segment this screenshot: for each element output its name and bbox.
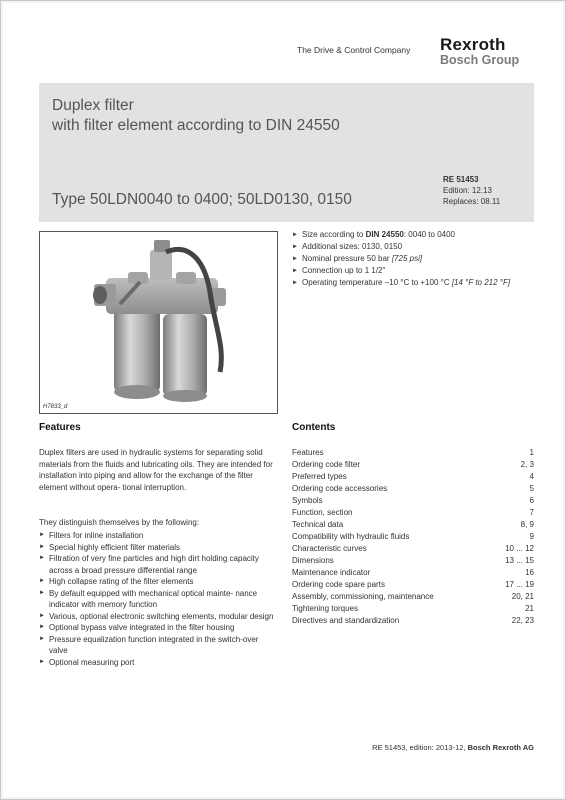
photo-reference-label: H7833_d — [43, 404, 68, 410]
logo-main-text: Rexroth — [440, 35, 506, 54]
toc-entry[interactable]: Directives and standardization 22, 23 — [292, 616, 534, 625]
table-of-contents — [292, 447, 534, 627]
bullet-arrow-icon: ► — [39, 543, 45, 550]
toc-entry[interactable]: Maintenance indicator 16 — [292, 568, 534, 577]
bullet-arrow-icon: ► — [39, 658, 45, 665]
bullet-arrow-icon: ► — [39, 578, 45, 584]
spec-item: ► Connection up to 1 1/2" — [292, 266, 386, 275]
toc-entry[interactable]: Ordering code filter 2, 3 — [292, 460, 534, 469]
toc-entry[interactable]: Features 1 — [292, 448, 534, 457]
footer-reference: RE 51453, edition: 2013-12, — [372, 743, 468, 752]
duplex-filter-illustration — [40, 232, 277, 413]
page-footer — [372, 743, 534, 752]
product-photo — [39, 231, 278, 414]
feature-item: ► Filtration of very fine particles and high dirt holding capacity across a broad pressure differential range — [39, 554, 259, 575]
toc-entry[interactable]: Dimensions 13 ... 15 — [292, 556, 534, 565]
spec-item: ► Operating temperature –10 °C to +100 °C [14 °F to 212 °F] — [292, 278, 511, 287]
bullet-arrow-icon: ► — [39, 532, 45, 538]
bullet-arrow-icon: ► — [292, 280, 298, 286]
feature-item: ► Special highly efficient filter materials — [39, 542, 181, 552]
toc-entry[interactable]: Characteristic curves 10 ... 12 — [292, 544, 534, 553]
toc-entry[interactable]: Technical data 8, 9 — [292, 520, 534, 529]
logo-sub-text: Bosch Group — [440, 53, 520, 67]
contents-heading: Contents — [292, 422, 336, 433]
features-lead: They distinguish themselves by the following: — [39, 518, 200, 527]
toc-entry[interactable]: Tightening torques 21 — [292, 604, 534, 613]
bullet-arrow-icon: ► — [39, 589, 45, 596]
bullet-arrow-icon: ► — [292, 244, 298, 250]
feature-item: ► Optional bypass valve integrated in the filter housing — [39, 623, 235, 632]
spec-item: ► Additional sizes: 0130, 0150 — [292, 242, 403, 251]
bullet-arrow-icon: ► — [39, 612, 45, 619]
feature-item: ► Filters for inline installation — [39, 531, 144, 540]
doc-number: RE 51453 — [443, 175, 479, 184]
document-info — [443, 174, 500, 207]
spec-list — [292, 229, 510, 289]
doc-replaces: Replaces: 08.11 — [443, 197, 501, 206]
toc-entry[interactable]: Function, section 7 — [292, 508, 534, 517]
feature-item: ► High collapse rating of the filter elements — [39, 577, 194, 586]
features-list — [39, 530, 275, 668]
spec-item: ► Size according to DIN 24550: 0040 to 0400 — [292, 230, 455, 239]
features-intro: Duplex filters are used in hydraulic systems for separating solid materials from the fluids and lubricating oils. They are intended for installation into piping and allow for the exchange of the filter element without opera- tional interruption. — [39, 448, 273, 492]
footer-company: Bosch Rexroth AG — [467, 743, 534, 752]
bullet-arrow-icon: ► — [39, 635, 45, 642]
toc-entry[interactable]: Assembly, commissioning, maintenance 20, 21 — [292, 592, 534, 601]
bullet-arrow-icon: ► — [292, 268, 298, 274]
company-tagline: The Drive & Control Company — [297, 45, 411, 55]
toc-entry[interactable]: Symbols 6 — [292, 496, 534, 505]
bullet-arrow-icon: ► — [292, 232, 298, 238]
bullet-arrow-icon: ► — [39, 624, 45, 630]
bullet-arrow-icon: ► — [39, 555, 45, 561]
features-heading: Features — [39, 422, 81, 433]
document-title-line2: with filter element according to DIN 24550 — [52, 117, 340, 134]
toc-entry[interactable]: Compatibility with hydraulic fluids 9 — [292, 532, 534, 541]
spec-item: ► Nominal pressure 50 bar [725 psi] — [292, 254, 423, 263]
document-title-line1: Duplex filter — [52, 97, 134, 114]
toc-entry[interactable]: Ordering code spare parts 17 ... 19 — [292, 580, 534, 589]
feature-item: ► Pressure equalization function integrated in the switch-over valve — [39, 634, 259, 655]
bullet-arrow-icon: ► — [292, 256, 298, 262]
toc-entry[interactable]: Preferred types 4 — [292, 472, 534, 481]
rexroth-logo — [440, 36, 519, 68]
type-designation: Type 50LDN0040 to 0400; 50LD0130, 0150 — [52, 191, 352, 208]
feature-item: ► By default equipped with mechanical optical mainte- nance indicator with memory function — [39, 588, 258, 609]
feature-item: ► Optional measuring port — [39, 657, 135, 667]
doc-edition: Edition: 12.13 — [443, 186, 492, 195]
feature-item: ► Various, optional electronic switching elements, modular design — [39, 611, 274, 621]
toc-entry[interactable]: Ordering code accessories 5 — [292, 484, 534, 493]
